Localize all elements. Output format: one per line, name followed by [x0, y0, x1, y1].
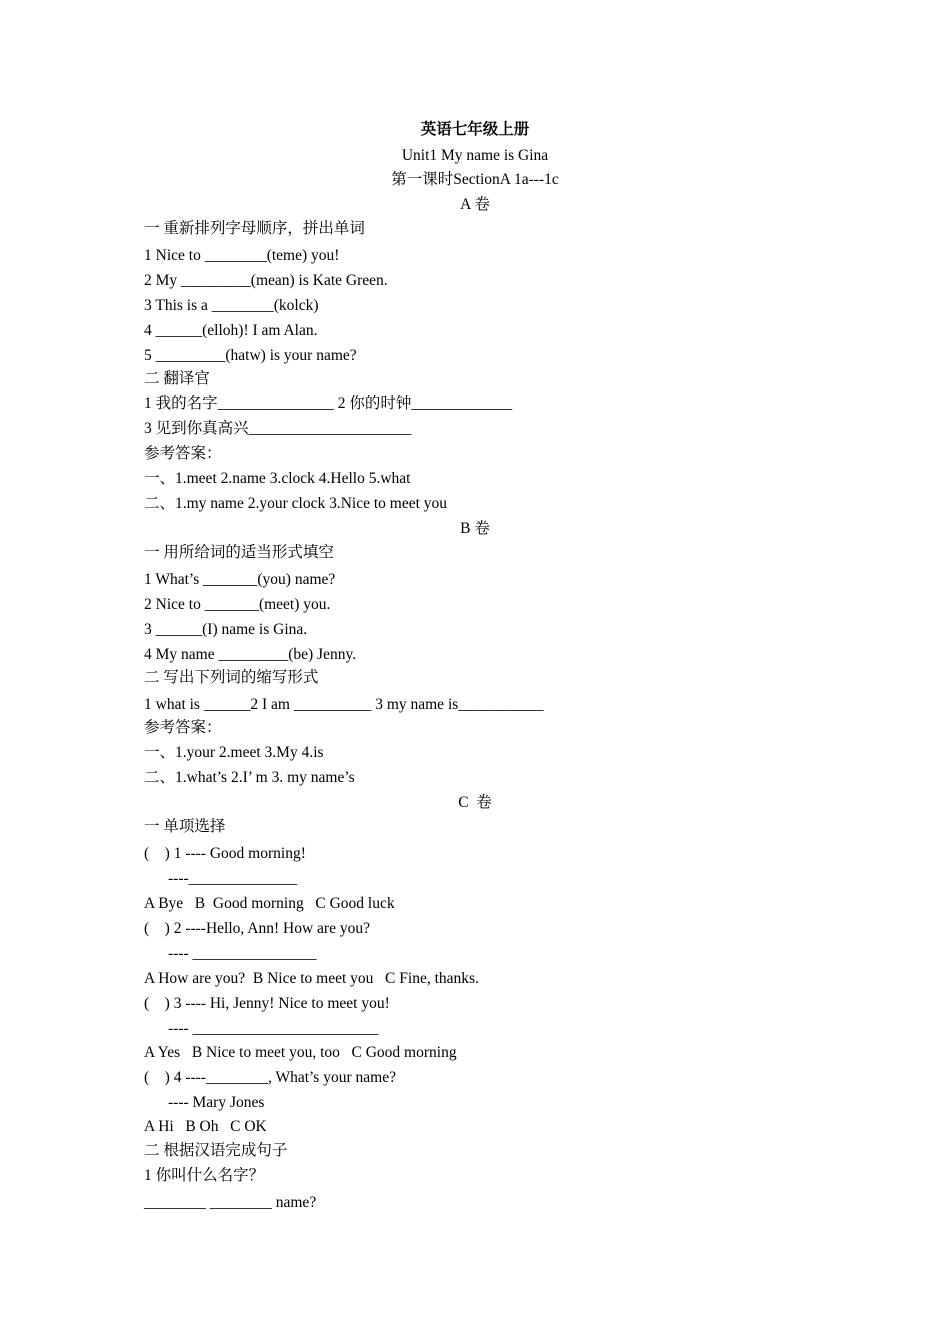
- paper-c-sentence-1-blank: ________ ________ name?: [144, 1194, 317, 1211]
- paper-c-label: C 卷: [458, 794, 492, 811]
- paper-a-item-4: 4 ______(elloh)! I am Alan.: [144, 322, 318, 339]
- paper-a-item-2: 2 My _________(mean) is Kate Green.: [144, 272, 388, 289]
- unit-title: Unit1 My name is Gina: [401, 147, 549, 164]
- paper-b-section1-title: 一 用所给词的适当形式填空: [144, 544, 334, 561]
- paper-a-item-3: 3 This is a ________(kolck): [144, 297, 319, 314]
- doc-title: 英语七年级上册: [420, 121, 530, 138]
- paper-b-answers-title: 参考答案：: [144, 719, 222, 736]
- paper-c-question-1: ( ) 1 ---- Good morning!: [144, 845, 306, 862]
- paper-b-item-4: 4 My name _________(be) Jenny.: [144, 646, 357, 663]
- paper-a-item-1: 1 Nice to ________(teme) you!: [144, 247, 340, 264]
- paper-c-question-2-reply: ---- ________________: [168, 945, 317, 962]
- paper-b-answer-1: 一、1.your 2.meet 3.My 4.is: [144, 744, 324, 761]
- paper-c-question-4-options: A Hi B Oh C OK: [144, 1118, 267, 1135]
- paper-c-question-2-options: A How are you? B Nice to meet you C Fine, thanks.: [144, 970, 479, 987]
- paper-b-item-2: 2 Nice to _______(meet) you.: [144, 596, 331, 613]
- paper-b-item-3: 3 ______(I) name is Gina.: [144, 621, 308, 638]
- paper-a-item-5: 5 _________(hatw) is your name?: [144, 347, 357, 364]
- paper-c-question-3: ( ) 3 ---- Hi, Jenny! Nice to meet you!: [144, 995, 390, 1012]
- paper-c-question-4: ( ) 4 ----________, What’s your name?: [144, 1069, 396, 1086]
- paper-a-section1-title: 一 重新排列字母顺序，拼出单词: [144, 220, 365, 237]
- paper-a-label: A 卷: [460, 196, 490, 213]
- paper-a-answer-1: 一、1.meet 2.name 3.clock 4.Hello 5.what: [144, 470, 411, 487]
- paper-c-section2-title: 二 根据汉语完成句子: [144, 1142, 288, 1159]
- paper-c-sentence-1: 1 你叫什么名字？: [144, 1167, 265, 1184]
- paper-c-question-3-reply: ---- ________________________: [168, 1020, 379, 1037]
- paper-a-translate-1: 1 我的名字_______________ 2 你的时钟_____________: [144, 395, 513, 412]
- paper-c-section1-title: 一 单项选择: [144, 818, 226, 835]
- paper-b-item-1: 1 What’s _______(you) name?: [144, 571, 336, 588]
- paper-b-answer-2: 二、1.what’s 2.I’ m 3. my name’s: [144, 769, 355, 786]
- paper-a-answers-title: 参考答案：: [144, 445, 222, 462]
- paper-b-section2-title: 二 写出下列词的缩写形式: [144, 669, 319, 686]
- paper-b-label: B 卷: [460, 520, 490, 537]
- paper-a-translate-2: 3 见到你真高兴_____________________: [144, 420, 412, 437]
- paper-c-question-2: ( ) 2 ----Hello, Ann! How are you?: [144, 920, 370, 937]
- paper-b-contraction-1: 1 what is ______2 I am __________ 3 my name is___________: [144, 696, 544, 713]
- paper-c-question-1-options: A Bye B Good morning C Good luck: [144, 895, 395, 912]
- paper-c-question-4-reply: ---- Mary Jones: [168, 1094, 265, 1111]
- paper-c-question-1-reply: ----______________: [168, 870, 298, 887]
- paper-a-section2-title: 二 翻译官: [144, 370, 210, 387]
- paper-a-answer-2: 二、1.my name 2.your clock 3.Nice to meet you: [144, 495, 448, 512]
- lesson-title: 第一课时SectionA 1a---1c: [391, 171, 559, 188]
- paper-c-question-3-options: A Yes B Nice to meet you, too C Good morning: [144, 1044, 457, 1061]
